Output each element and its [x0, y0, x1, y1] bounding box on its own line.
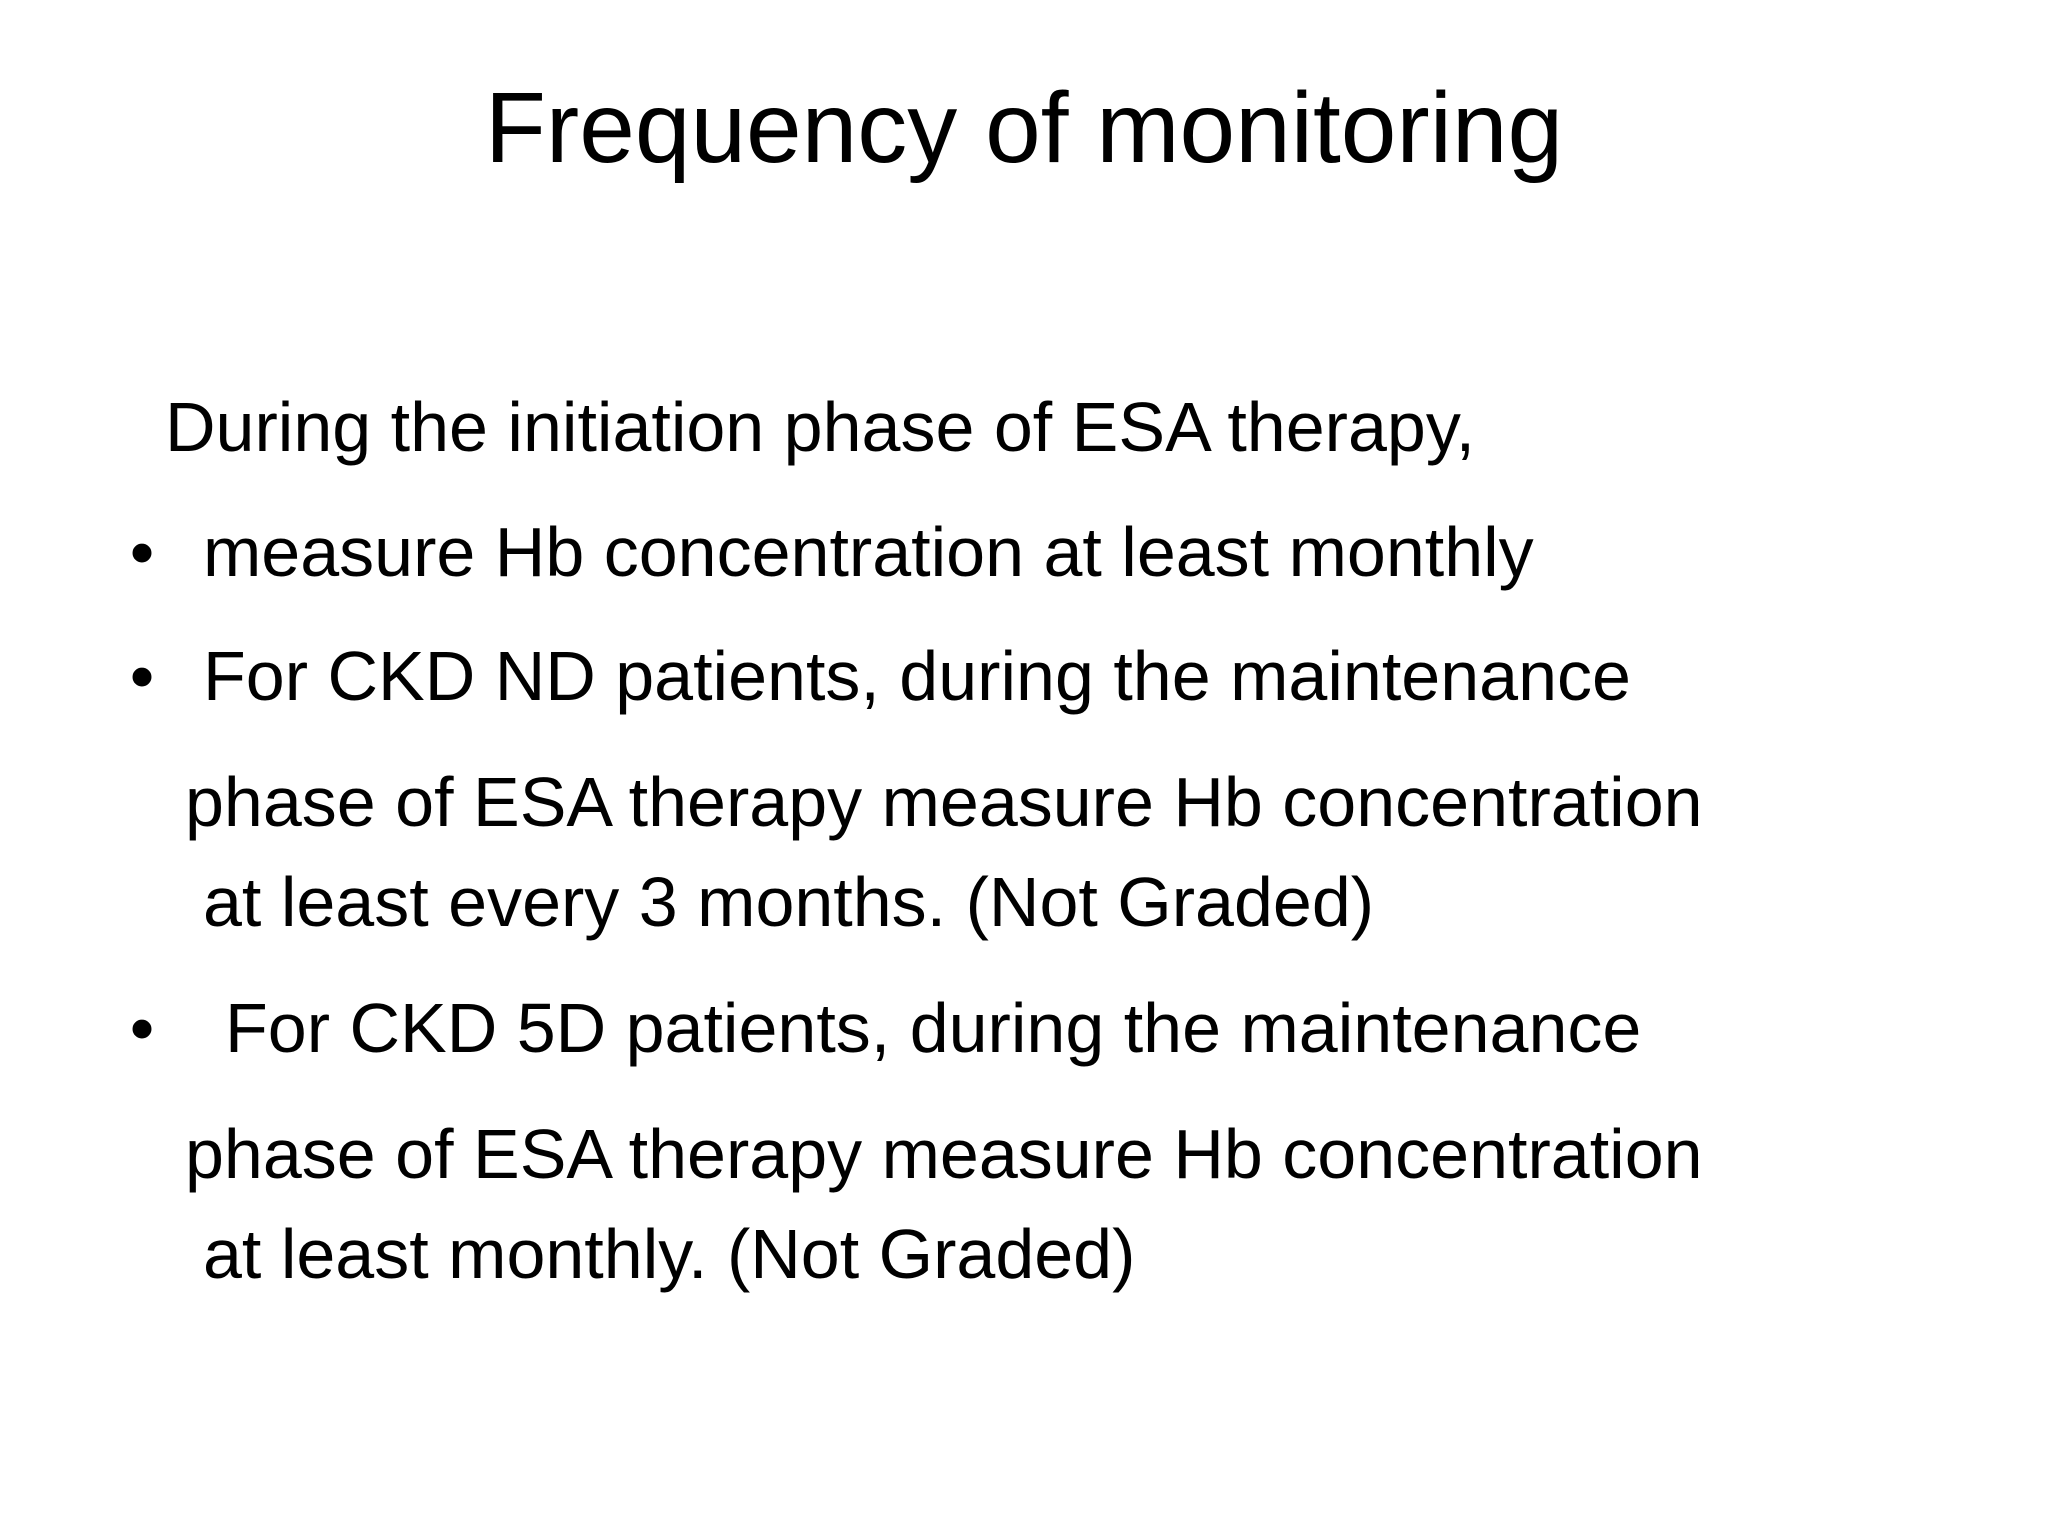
- bullet-1-marker: •: [129, 513, 155, 591]
- bullet-3-line-3: at least monthly. (Not Graded): [203, 1215, 1136, 1293]
- bullet-3-marker: •: [129, 989, 155, 1067]
- bullet-2-line-2: phase of ESA therapy measure Hb concentration: [185, 763, 1703, 841]
- bullet-3-line-1: For CKD 5D patients, during the maintenance: [225, 989, 1642, 1067]
- bullet-2-line-1: For CKD ND patients, during the maintenance: [203, 637, 1631, 715]
- slide-title: Frequency of monitoring: [484, 72, 1564, 184]
- intro-text: During the initiation phase of ESA therapy,: [165, 388, 1476, 466]
- bullet-3-line-2: phase of ESA therapy measure Hb concentration: [185, 1115, 1703, 1193]
- bullet-2-line-3: at least every 3 months. (Not Graded): [203, 863, 1375, 941]
- bullet-1-text: measure Hb concentration at least monthly: [203, 513, 1534, 591]
- bullet-2-marker: •: [129, 637, 155, 715]
